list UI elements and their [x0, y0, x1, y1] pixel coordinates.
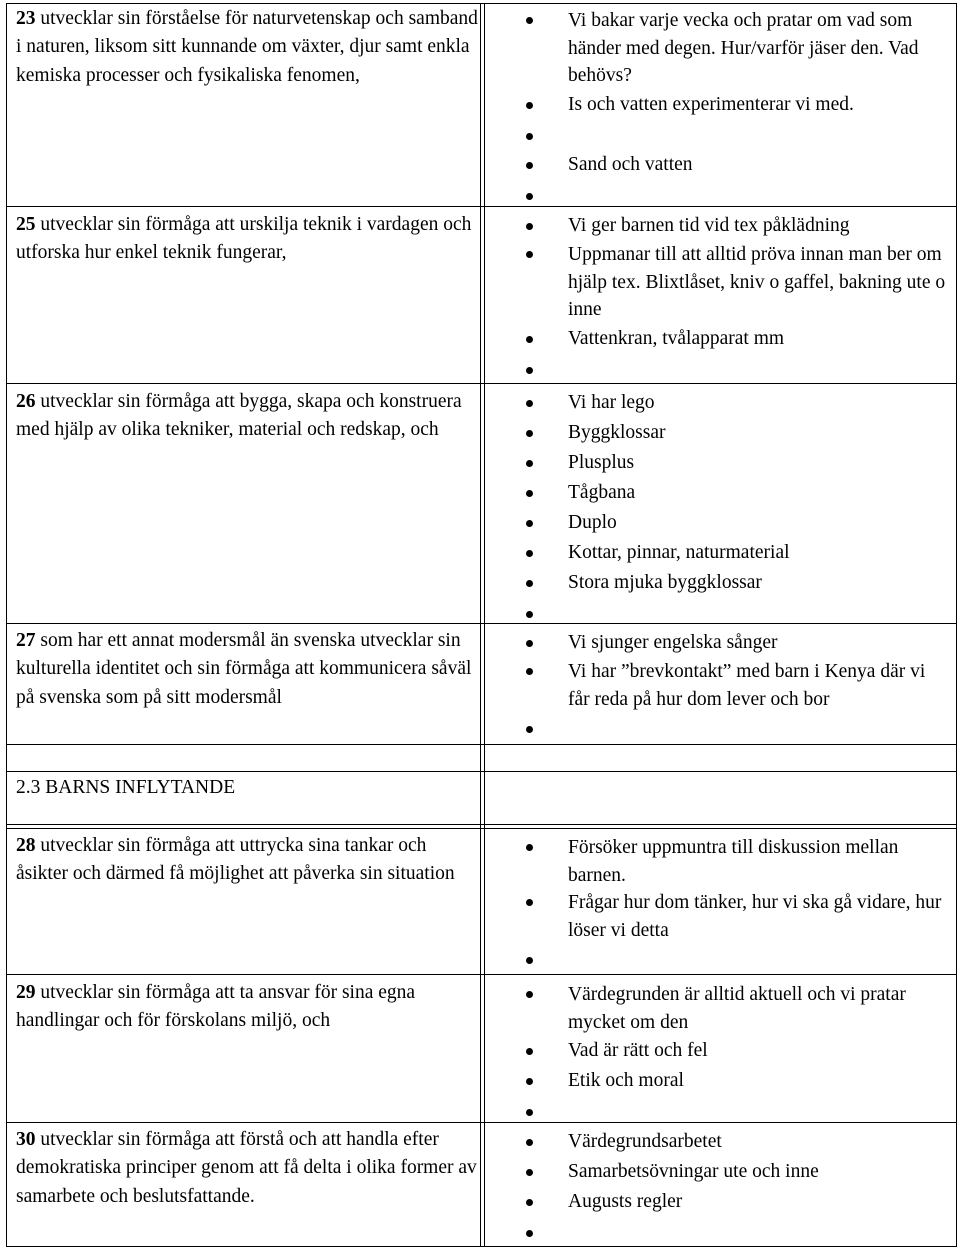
- list-item-text: Vi har ”brevkontakt” med barn i Kenya där vi får reda på hur dom lever och bor: [568, 661, 926, 710]
- list-item: [526, 568, 951, 598]
- bullet-icon: [526, 1169, 533, 1176]
- column-divider: [480, 3, 481, 1247]
- list-item-text: Samarbetsövningar ute och inne: [568, 1161, 819, 1182]
- list-item-text: Augusts regler: [568, 1191, 683, 1212]
- list-item: [526, 180, 951, 210]
- bullet-icon: [526, 668, 533, 675]
- bullet-icon: [526, 726, 533, 733]
- column-divider: [484, 3, 485, 1247]
- list-item-text: Plusplus: [568, 452, 635, 473]
- activity-list: [526, 981, 951, 1126]
- goal-number: 25: [16, 214, 36, 235]
- goal-text: utvecklar sin förmåga att förstå och att handla efter demokratiska principer genom att få delta i olika former av samarbete och beslutsfattande.: [16, 1129, 477, 1207]
- bullet-icon: [526, 1109, 533, 1116]
- goal-number: 26: [16, 391, 36, 412]
- list-item: [526, 241, 951, 324]
- bullet-icon: [526, 1048, 533, 1055]
- bullet-icon: [526, 1139, 533, 1146]
- goal-cell: [16, 832, 478, 889]
- list-item-text: Is och vatten experimenterar vi med.: [568, 93, 854, 115]
- bullet-icon: [526, 1078, 533, 1085]
- bullet-icon: [526, 957, 533, 964]
- list-item-text: Vi sjunger engelska sånger: [568, 632, 778, 653]
- table-border-right: [956, 3, 957, 1247]
- activity-list: [526, 1127, 951, 1247]
- list-item-text: Vi bakar varje vecka och pratar om vad som händer med degen. Hur/varför jäser den. Vad behövs?: [568, 10, 919, 86]
- list-item: [526, 1157, 951, 1187]
- list-item: [526, 889, 951, 944]
- goal-cell: [16, 979, 478, 1036]
- activity-list: [526, 388, 951, 628]
- list-item: [526, 981, 951, 1036]
- bullet-icon: [526, 336, 533, 343]
- list-item: [526, 1217, 951, 1247]
- bullet-icon: [526, 133, 533, 140]
- list-item: [526, 120, 951, 150]
- list-item-text: Värdegrundsarbetet: [568, 1131, 722, 1152]
- goal-text: utvecklar sin förmåga att uttrycka sina tankar och åsikter och därmed få möjlighet att påverka sin situation: [16, 835, 455, 885]
- list-item: [526, 834, 951, 889]
- goal-cell: [16, 388, 478, 445]
- list-item: [526, 448, 951, 478]
- row-divider: [6, 828, 957, 829]
- list-item: [526, 1066, 951, 1096]
- list-item-text: Försöker uppmuntra till diskussion mellan barnen.: [568, 837, 899, 886]
- bullet-icon: [526, 162, 533, 169]
- section-heading: 2.3 BARNS INFLYTANDE: [16, 777, 236, 798]
- list-item: [526, 354, 951, 384]
- bullet-icon: [526, 102, 533, 109]
- bullet-icon: [526, 251, 533, 258]
- list-item: [526, 628, 951, 658]
- activity-list: [526, 7, 951, 210]
- table-border-top: [6, 3, 957, 4]
- list-item-text: Etik och moral: [568, 1070, 684, 1091]
- list-item-text: Kottar, pinnar, naturmaterial: [568, 542, 790, 563]
- list-item: [526, 598, 951, 628]
- list-item-text: Vi ger barnen tid vid tex påklädning: [568, 215, 850, 236]
- list-item: [526, 1036, 951, 1066]
- list-item: [526, 538, 951, 568]
- row-divider: [6, 744, 957, 745]
- list-item-text: Vad är rätt och fel: [568, 1040, 708, 1061]
- goal-number: 23: [16, 8, 36, 29]
- bullet-icon: [526, 991, 533, 998]
- list-item-text: Vi har lego: [568, 392, 655, 413]
- goal-cell: [16, 211, 478, 268]
- list-item: [526, 90, 951, 120]
- bullet-icon: [526, 899, 533, 906]
- list-item: [526, 944, 951, 974]
- goal-text: utvecklar sin förståelse för naturvetenskap och samband i naturen, liksom sitt kunnande om växter, djur samt enkla kemiska processer och fysikaliska fenomen,: [16, 8, 478, 86]
- bullet-icon: [526, 367, 533, 374]
- list-item-text: Vattenkran, tvålapparat mm: [568, 327, 785, 349]
- bullet-icon: [526, 520, 533, 527]
- activity-list: [526, 834, 951, 974]
- bullet-icon: [526, 193, 533, 200]
- bullet-icon: [526, 550, 533, 557]
- bullet-icon: [526, 844, 533, 851]
- list-item-text: Tågbana: [568, 482, 636, 503]
- bullet-icon: [526, 611, 533, 618]
- bullet-icon: [526, 580, 533, 587]
- goal-number: 30: [16, 1129, 36, 1150]
- goal-text: utvecklar sin förmåga att urskilja teknik i vardagen och utforska hur enkel teknik fungerar,: [16, 214, 472, 264]
- list-item: [526, 324, 951, 354]
- bullet-icon: [526, 17, 533, 24]
- list-item: [526, 7, 951, 90]
- bullet-icon: [526, 400, 533, 407]
- bullet-icon: [526, 490, 533, 497]
- list-item: [526, 418, 951, 448]
- list-item: [526, 388, 951, 418]
- row-divider: [6, 824, 957, 825]
- list-item-text: Byggklossar: [568, 422, 666, 443]
- goal-number: 29: [16, 982, 36, 1003]
- list-item-text: Duplo: [568, 512, 617, 533]
- list-item: [526, 150, 951, 180]
- list-item: [526, 1096, 951, 1126]
- bullet-icon: [526, 640, 533, 647]
- list-item-text: Uppmanar till att alltid pröva innan man ber om hjälp tex. Blixtlåset, kniv o gaffel, bakning ute o inne: [568, 244, 946, 320]
- bullet-icon: [526, 460, 533, 467]
- table-border-left: [6, 3, 7, 1247]
- bullet-icon: [526, 223, 533, 230]
- goal-number: 28: [16, 835, 36, 856]
- goal-text: som har ett annat modersmål än svenska utvecklar sin kulturella identitet och sin förmåga att kommunicera såväl på svenska som på sitt modersmål: [16, 630, 472, 708]
- row-divider: [6, 771, 957, 772]
- activity-list: [526, 211, 951, 384]
- goal-number: 27: [16, 630, 36, 651]
- list-item: [526, 658, 951, 713]
- activity-list: [526, 628, 951, 743]
- bullet-icon: [526, 1199, 533, 1206]
- goal-text: utvecklar sin förmåga att ta ansvar för sina egna handlingar och för förskolans miljö, och: [16, 982, 416, 1032]
- bullet-icon: [526, 430, 533, 437]
- list-item-text: Stora mjuka byggklossar: [568, 572, 762, 593]
- list-item: [526, 713, 951, 743]
- list-item-text: Frågar hur dom tänker, hur vi ska gå vidare, hur löser vi detta: [568, 892, 942, 941]
- goal-text: utvecklar sin förmåga att bygga, skapa och konstruera med hjälp av olika tekniker, material och redskap, och: [16, 391, 462, 441]
- list-item: [526, 478, 951, 508]
- list-item: [526, 508, 951, 538]
- list-item: [526, 1187, 951, 1217]
- row-divider: [6, 974, 957, 975]
- list-item: [526, 1127, 951, 1157]
- goal-cell: [16, 5, 478, 90]
- list-item-text: Värdegrunden är alltid aktuell och vi pratar mycket om den: [568, 984, 906, 1033]
- list-item-text: Sand och vatten: [568, 153, 693, 175]
- goal-cell: [16, 627, 478, 712]
- list-item: [526, 211, 951, 241]
- bullet-icon: [526, 1230, 533, 1237]
- goal-cell: [16, 1126, 478, 1211]
